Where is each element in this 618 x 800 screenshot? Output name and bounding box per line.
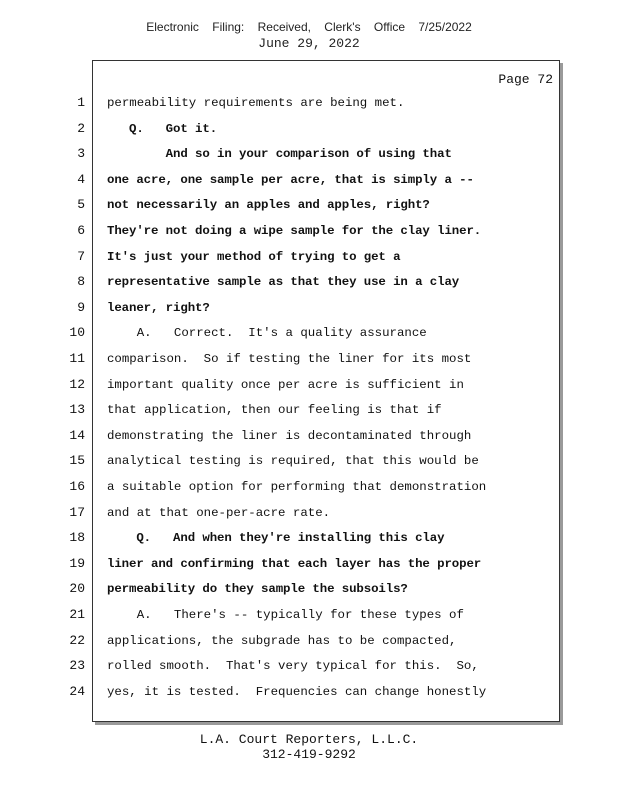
- line-text: analytical testing is required, that this would be: [107, 454, 479, 469]
- line-text: A. There's -- typically for these types of: [107, 608, 464, 622]
- reporter-phone: 312-419-9292: [262, 747, 356, 762]
- line-text: applications, the subgrade has to be compacted,: [107, 633, 457, 648]
- line-number: 19: [69, 555, 85, 571]
- line-number: 14: [69, 427, 85, 443]
- line-number: 4: [77, 171, 85, 187]
- transcript-date: June 29, 2022: [258, 36, 360, 51]
- line-number: 13: [69, 402, 85, 418]
- line-text: Q. And when they're installing this clay: [107, 531, 445, 546]
- line-number: 2: [77, 120, 85, 136]
- line-number: 8: [77, 274, 85, 290]
- line-text: liner and confirming that each layer has the proper: [107, 556, 482, 571]
- line-number: 5: [77, 197, 85, 213]
- line-text: rolled smooth. That's very typical for this. So,: [107, 659, 479, 674]
- line-number: 24: [69, 683, 85, 699]
- line-number: 21: [69, 607, 85, 622]
- line-number: 15: [69, 453, 85, 469]
- line-text: and at that one-per-acre rate.: [107, 505, 331, 520]
- line-text: representative sample as that they use in a clay: [107, 275, 460, 290]
- line-text: demonstrating the liner is decontaminated through: [107, 428, 472, 443]
- line-number: 7: [77, 248, 85, 264]
- line-text: It's just your method of trying to get a: [107, 249, 401, 264]
- line-number: 22: [69, 632, 85, 648]
- line-number: 1: [77, 95, 85, 110]
- line-number: 3: [77, 146, 85, 162]
- line-text: permeability requirements are being met.: [107, 96, 405, 110]
- line-text: one acre, one sample per acre, that is simply a --: [107, 172, 474, 187]
- line-text: that application, then our feeling is that if: [107, 403, 442, 418]
- line-number: 9: [77, 299, 85, 315]
- filing-stamp: Electronic Filing: Received, Clerk's Office 7/25/2022: [146, 20, 472, 34]
- line-number: 6: [77, 223, 85, 238]
- line-text: permeability do they sample the subsoils?: [107, 582, 408, 597]
- line-number: 20: [69, 581, 85, 597]
- line-number: 16: [69, 479, 85, 494]
- footer: [0, 732, 618, 762]
- line-number: 18: [69, 530, 85, 546]
- line-text: leaner, right?: [107, 300, 210, 315]
- line-text: important quality once per acre is sufficient in: [107, 377, 464, 392]
- line-text: yes, it is tested. Frequencies can change honestly: [107, 684, 487, 699]
- reporter-company: L.A. Court Reporters, L.L.C.: [199, 732, 419, 747]
- line-number: 10: [69, 325, 85, 341]
- line-number: 17: [69, 504, 85, 520]
- line-text: And so in your comparison of using that: [107, 147, 452, 162]
- line-number: 11: [69, 351, 85, 366]
- line-text: a suitable option for performing that demonstration: [107, 480, 487, 494]
- page-number: Page 72: [498, 72, 553, 87]
- line-number: 23: [69, 658, 85, 674]
- line-number: 12: [69, 376, 85, 392]
- line-text: comparison. So if testing the liner for its most: [107, 352, 472, 366]
- line-text: Q. Got it.: [107, 121, 218, 136]
- line-text: They're not doing a wipe sample for the clay liner.: [107, 224, 482, 238]
- line-text: A. Correct. It's a quality assurance: [107, 326, 427, 341]
- line-text: not necessarily an apples and apples, right?: [107, 198, 430, 213]
